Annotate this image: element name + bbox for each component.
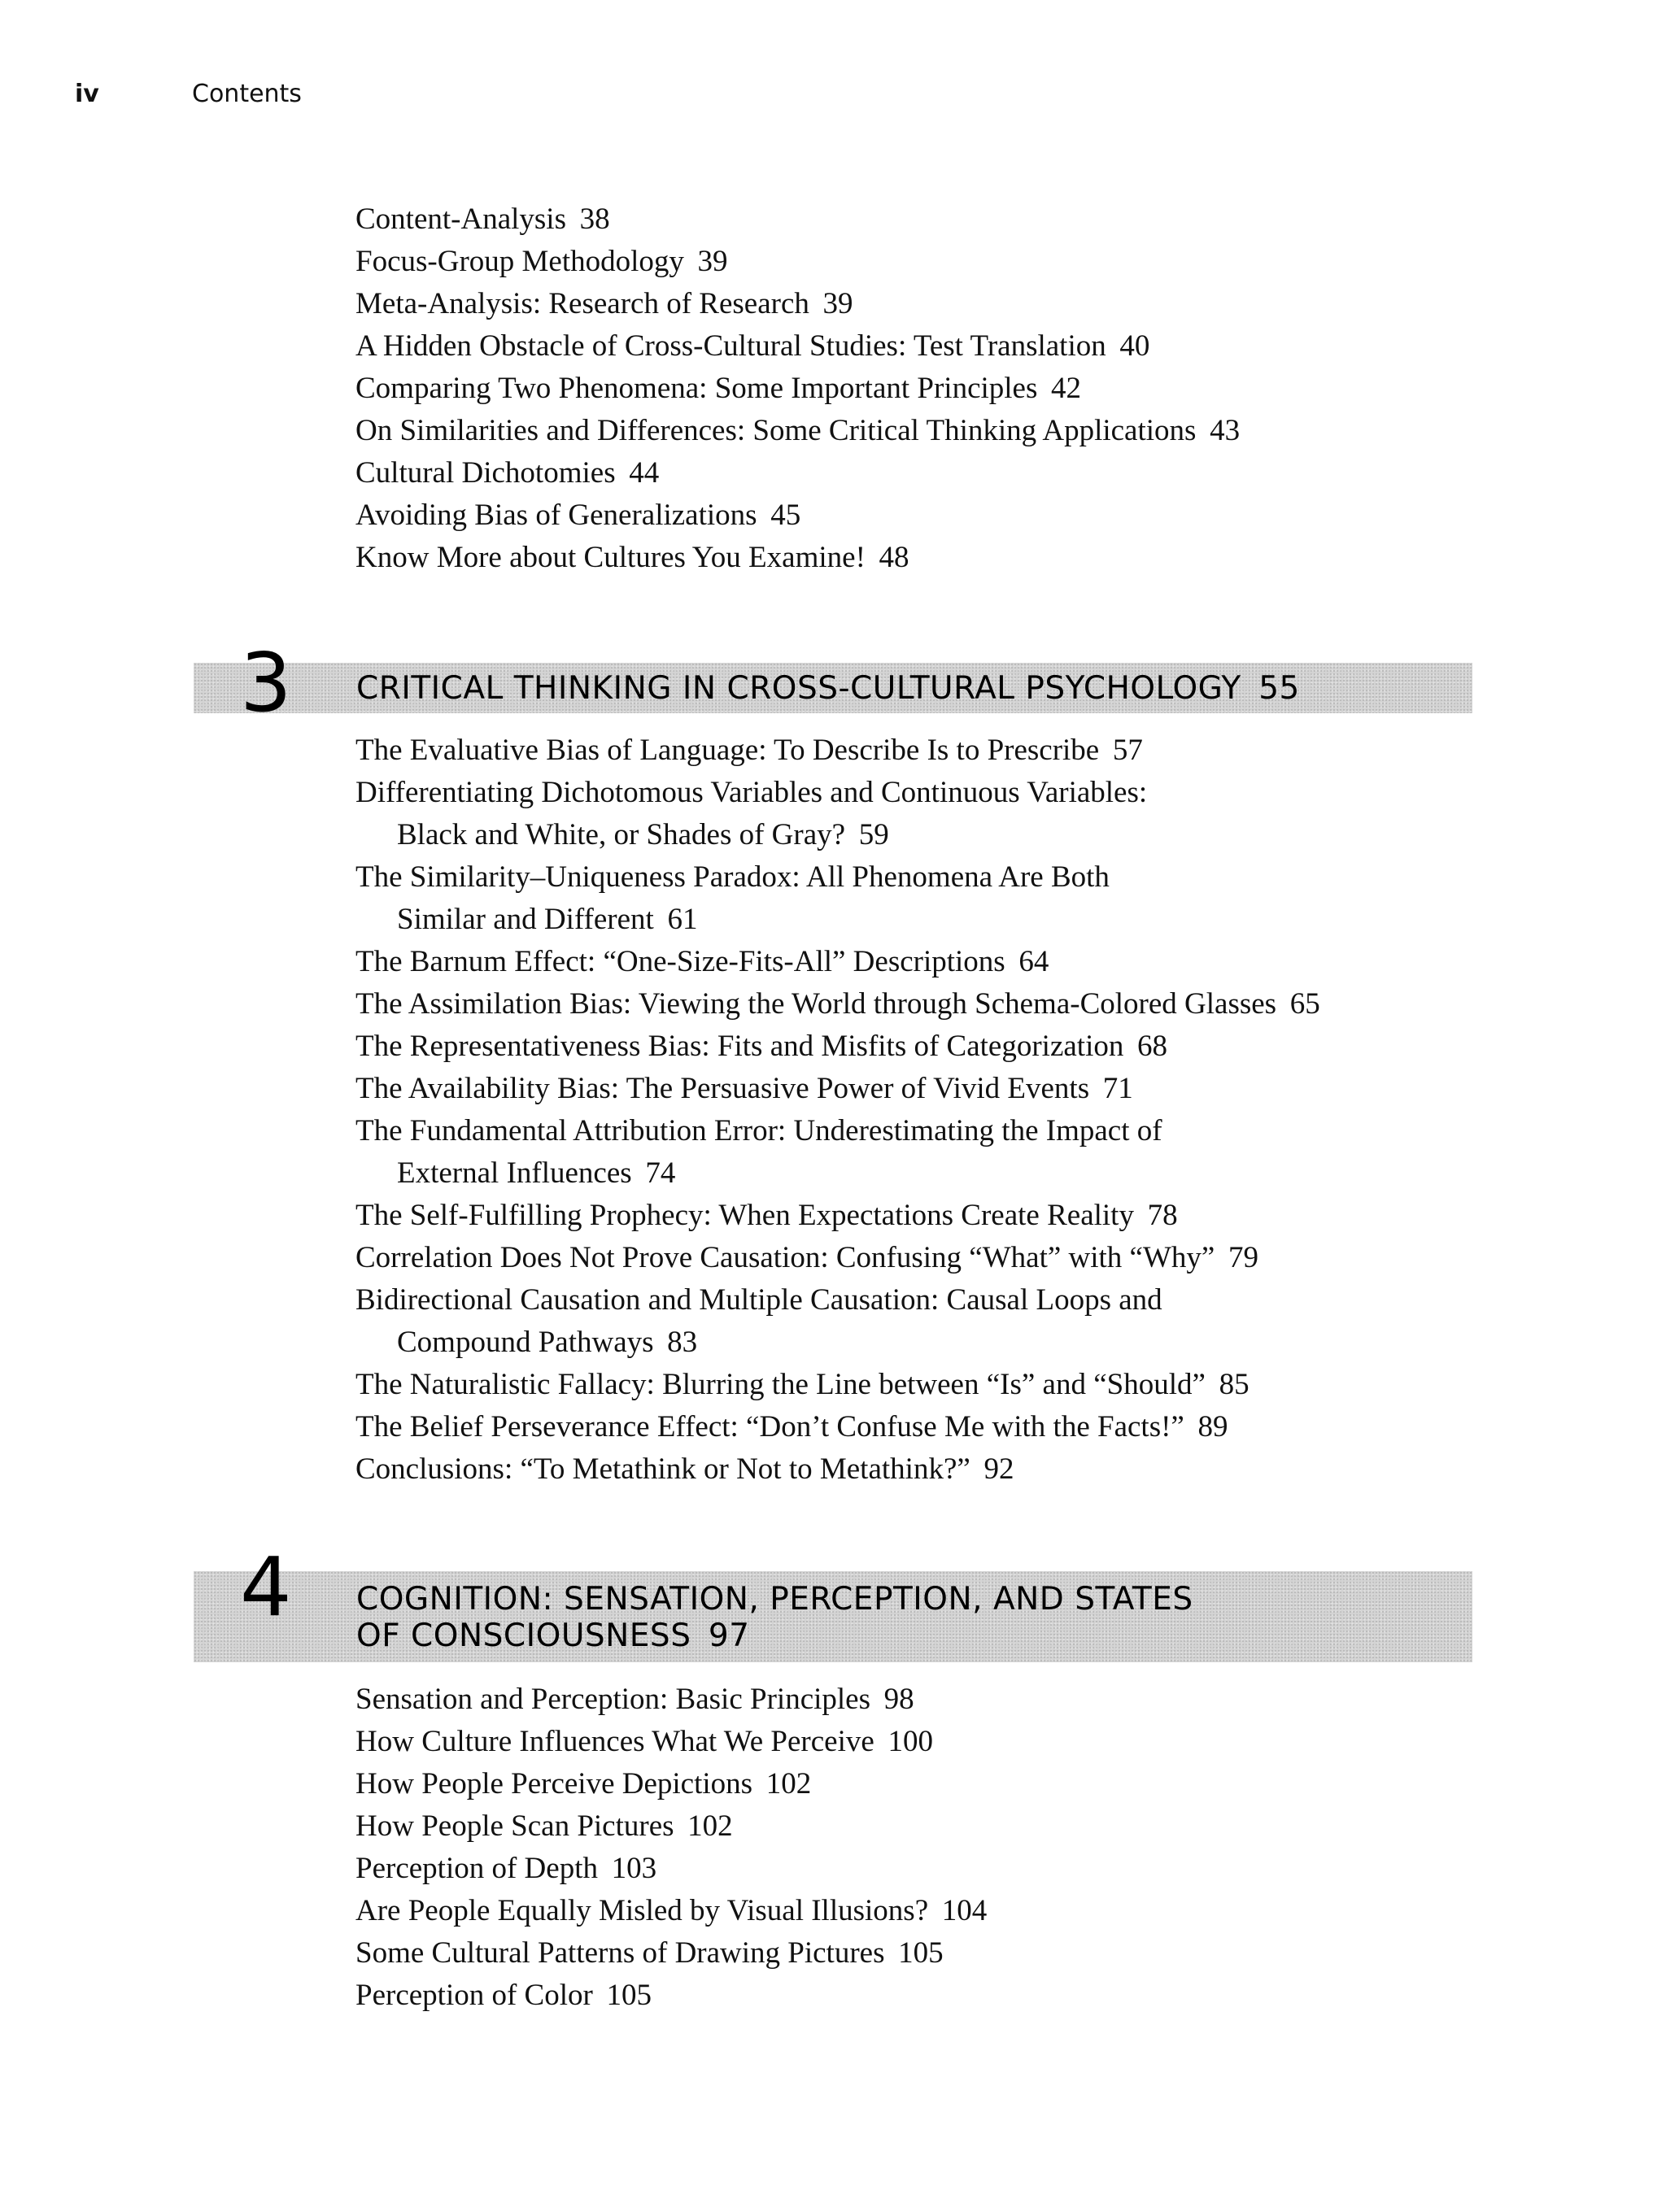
toc-chapter-4-entries <box>355 1679 987 2017</box>
toc-entry[interactable]: The Assimilation Bias: Viewing the World through Schema-Colored Glasses 65 <box>355 987 1320 1021</box>
toc-entry[interactable]: Cultural Dichotomies 44 <box>355 456 660 490</box>
toc-entry[interactable]: The Availability Bias: The Persuasive Power of Vivid Events 71 <box>355 1072 1133 1105</box>
toc-entry[interactable]: Are People Equally Misled by Visual Illusions? 104 <box>355 1894 988 1927</box>
chapter-4-title[interactable]: COGNITION: SENSATION, PERCEPTION, AND STATES OF CONSCIOUSNESS 97 <box>356 1581 1193 1654</box>
toc-entry[interactable]: The Representativeness Bias: Fits and Misfits of Categorization 68 <box>355 1030 1167 1063</box>
toc-chapter-3-entries <box>355 729 1320 1491</box>
toc-entry[interactable]: Perception of Color 105 <box>355 1979 652 2012</box>
toc-entry[interactable]: How Culture Influences What We Perceive 100 <box>355 1725 933 1758</box>
toc-entry[interactable]: The Belief Perseverance Effect: “Don’t Confuse Me with the Facts!” 89 <box>355 1410 1228 1443</box>
toc-entry[interactable]: On Similarities and Differences: Some Critical Thinking Applications 43 <box>355 414 1241 447</box>
toc-entry[interactable]: Conclusions: “To Metathink or Not to Metathink?” 92 <box>355 1452 1014 1486</box>
chapter-3-number: 3 <box>240 635 292 730</box>
toc-entry[interactable]: The Self-Fulfilling Prophecy: When Expectations Create Reality 78 <box>355 1199 1178 1232</box>
toc-entry[interactable]: Sensation and Perception: Basic Principles 98 <box>355 1683 914 1716</box>
toc-section-continued <box>355 198 1240 579</box>
chapter-3-title[interactable]: CRITICAL THINKING IN CROSS-CULTURAL PSYCHOLOGY 55 <box>356 670 1300 707</box>
toc-entry[interactable]: Avoiding Bias of Generalizations 45 <box>355 499 801 532</box>
toc-entry[interactable]: Perception of Depth 103 <box>355 1852 657 1885</box>
chapter-4-number: 4 <box>240 1539 292 1635</box>
toc-entry[interactable]: Comparing Two Phenomena: Some Important Principles 42 <box>355 372 1082 405</box>
toc-entry[interactable]: Differentiating Dichotomous Variables and Continuous Variables: Black and White, or Shades of Gray? 59 <box>355 776 1148 851</box>
toc-entry[interactable]: The Similarity–Uniqueness Paradox: All Phenomena Are Both Similar and Different 61 <box>355 860 1110 936</box>
toc-entry[interactable]: The Barnum Effect: “One-Size-Fits-All” Descriptions 64 <box>355 945 1049 978</box>
toc-entry[interactable]: How People Scan Pictures 102 <box>355 1809 733 1843</box>
toc-entry[interactable]: Know More about Cultures You Examine! 48 <box>355 541 909 574</box>
toc-entry[interactable]: The Naturalistic Fallacy: Blurring the Line between “Is” and “Should” 85 <box>355 1368 1250 1401</box>
toc-entry[interactable]: Correlation Does Not Prove Causation: Confusing “What” with “Why” 79 <box>355 1241 1258 1274</box>
toc-entry[interactable]: How People Perceive Depictions 102 <box>355 1767 812 1801</box>
page-number: iv <box>75 80 99 108</box>
running-header <box>75 80 302 108</box>
running-title: Contents <box>192 80 302 108</box>
toc-entry[interactable]: Content-Analysis 38 <box>355 202 610 236</box>
toc-entry[interactable]: Bidirectional Causation and Multiple Causation: Causal Loops and Compound Pathways 83 <box>355 1283 1162 1359</box>
toc-entry[interactable]: The Fundamental Attribution Error: Underestimating the Impact of External Influences 74 <box>355 1114 1162 1190</box>
toc-entry[interactable]: Focus-Group Methodology 39 <box>355 245 728 278</box>
toc-entry[interactable]: Meta-Analysis: Research of Research 39 <box>355 287 853 320</box>
toc-entry[interactable]: The Evaluative Bias of Language: To Describe Is to Prescribe 57 <box>355 734 1143 767</box>
toc-entry[interactable]: Some Cultural Patterns of Drawing Pictures 105 <box>355 1936 944 1970</box>
toc-entry[interactable]: A Hidden Obstacle of Cross-Cultural Studies: Test Translation 40 <box>355 329 1150 363</box>
